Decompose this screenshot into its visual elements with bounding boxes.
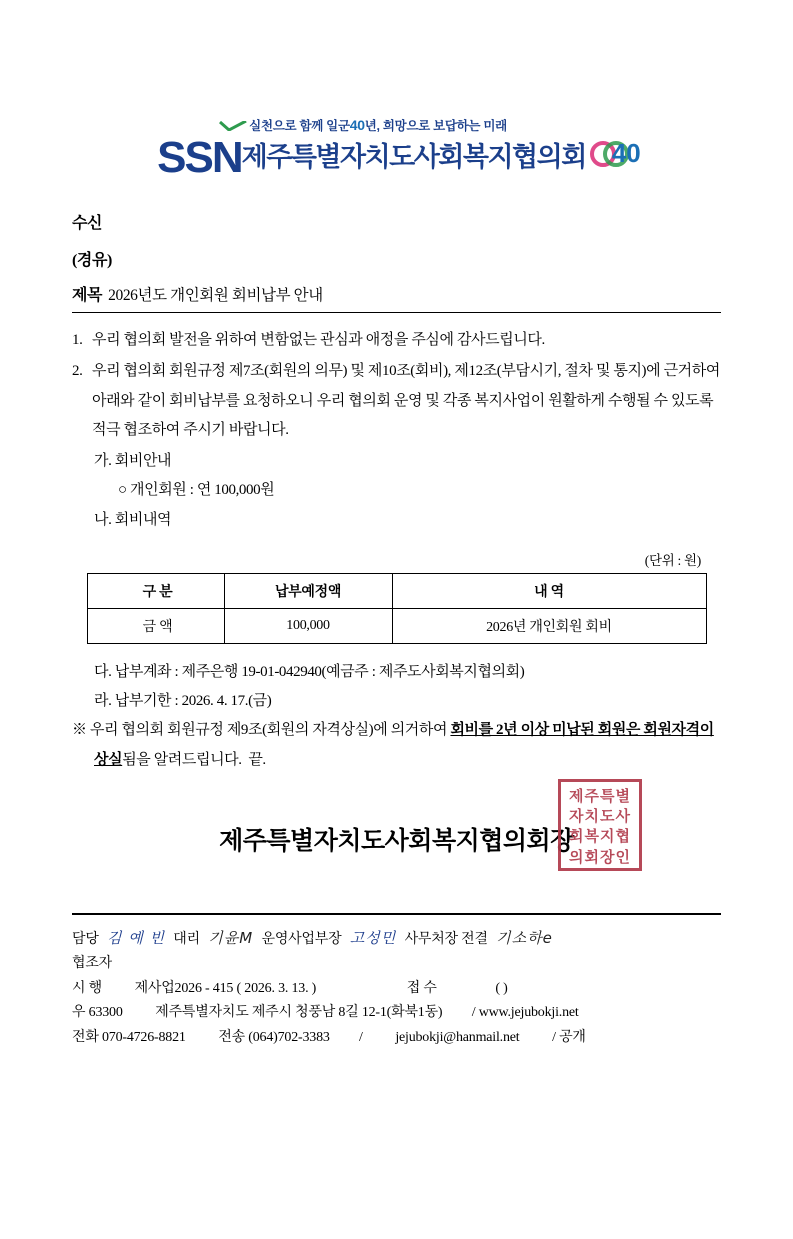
receipt-value: ( ) [495,980,508,996]
chief-signature: 기소하e [496,928,553,947]
notice-line [72,716,721,775]
body-item [72,357,721,445]
receipt-label: 접 수 [406,980,437,996]
sub-item-d: 라. 납부기한 : 2026. 4. 17.(금) [94,693,272,709]
notice-post: 됨을 알려드립니다. [122,751,242,768]
signatory-title: 제주특별자치도사회복지협의회장 [219,827,574,855]
email-link[interactable]: jejubokji@hanmail.net [395,1029,520,1045]
department-head-signature: 고성민 [349,928,397,947]
seal-line: 자치도사 [569,807,631,825]
letterhead [0,118,793,196]
document-footer [0,925,793,1051]
address-line: 우 63300 제주특별자치도 제주시 청풍남 8길 12-1(화북1동) / www.jejubokji.net [72,1005,579,1021]
sub-item-a-detail: ○ 개인회원 : 연 100,000원 [118,482,275,499]
ssn-logo-text: SSN [157,132,242,182]
postcode: 63300 [88,1005,123,1021]
seal-line: 의회장인 [569,847,631,866]
tagline-part2: 년, 희망으로 보답하는 미래 [364,119,507,133]
swoosh-icon [219,121,247,131]
subject-label: 제목 [72,287,103,304]
anniversary-40-icon: 40 [590,138,636,172]
cooperator-line: 협조자 [72,956,112,972]
recipient-label: 수신 [72,215,103,232]
table-cell: 100,000 [224,608,392,643]
notice-emphasis: 회비를 2년 이상 미납된 회원은 회원자격이 상실 [94,722,714,768]
department-head-label: 운영사업부장 [261,931,342,947]
seal-line: 제주특별 [569,786,631,805]
header-divider [72,312,721,313]
issue-value: 제사업2026 - 415 ( 2026. 3. 13. ) [134,980,317,996]
approval-line [72,925,721,953]
letterhead-tagline [219,118,636,133]
official-seal-icon [558,779,642,871]
recipient-field [72,210,721,233]
fee-table [87,573,707,644]
table-cell: 2026년 개인회원 회비 [392,608,706,643]
item-text: 우리 협의회 회원규정 제7조(회원의 의무) 및 제10조(회비), 제12조(부담시기, 절차 및 통지)에 근거하여 아래와 같이 회비납부를 요청하오니 우리 협의회 운영 및 각종 복지사업이 원활하게 수행될 수 있도록 적극 협조하여 주시기 바랍니다. [92,363,720,438]
sub-item-b: 나. 회비내역 [94,511,172,528]
notice-end: 끝. [248,751,266,768]
website-link[interactable]: www.jejubokji.net [478,1005,579,1021]
subject-field [72,282,721,305]
item-number: 2. [72,363,83,380]
fax-label: 전송 [218,1029,245,1045]
footer-divider [72,913,721,915]
address-label: 우 [72,1005,86,1021]
item-number: 1. [72,332,83,348]
tagline-part1: 실천으로 함께 일군 [249,119,350,133]
staff-signature: 김 예 빈 [106,928,165,947]
organization-name: 제주특별자치도사회복지협의회 [241,141,586,172]
contact-line: 전화 070-4726-8821 전송 (064)702-3383 / jejubokji@hanmail.net / 공개 [72,1029,586,1045]
staff-rank-signature: 기윤M [208,928,254,947]
notice-mark: ※ [72,722,87,739]
body-item [72,326,721,355]
issue-label: 시 행 [72,980,102,996]
seal-line: 회복지협 [569,827,631,846]
table-header-cell: 납부예정액 [224,573,392,608]
phone-label: 전화 [72,1029,99,1045]
fax-number: (064)702-3383 [248,1029,330,1045]
unit-note: (단위 : 원) [644,552,701,568]
phone-number: 070-4726-8821 [101,1029,186,1045]
sub-item-c: 다. 납부계좌 : 제주은행 19-01-042940(예금주 : 제주도사회복지협의회) [94,663,525,680]
document-page [0,118,793,1239]
chief-label: 사무처장 전결 [404,931,488,947]
table-row [87,608,706,643]
staff-rank: 대리 [173,931,200,947]
item-text: 우리 협의회 발전을 위하여 변함없는 관심과 애정을 주심에 감사드립니다. [92,332,545,348]
address-text: 제주특별자치도 제주시 청풍남 8길 12-1(화북1동) [155,1005,443,1021]
issue-line [72,977,721,1002]
via-label: (경유) [72,252,112,269]
subject-value: 2026년도 개인회원 회비납부 안내 [108,287,323,304]
tagline-number: 40 [349,117,365,133]
disclosure-status: / 공개 [552,1029,586,1045]
table-header-cell: 구 분 [87,573,224,608]
table-header-row [87,573,706,608]
table-header-cell: 내 역 [392,573,706,608]
notice-pre: 우리 협의회 회원규정 제9조(회원의 자격상실)에 의거하여 [89,722,451,739]
via-field [72,247,721,270]
signature-area [72,786,721,891]
table-cell: 금 액 [87,608,224,643]
staff-label: 담당 [72,931,99,947]
sub-item-a: 가. 회비안내 [94,453,172,469]
